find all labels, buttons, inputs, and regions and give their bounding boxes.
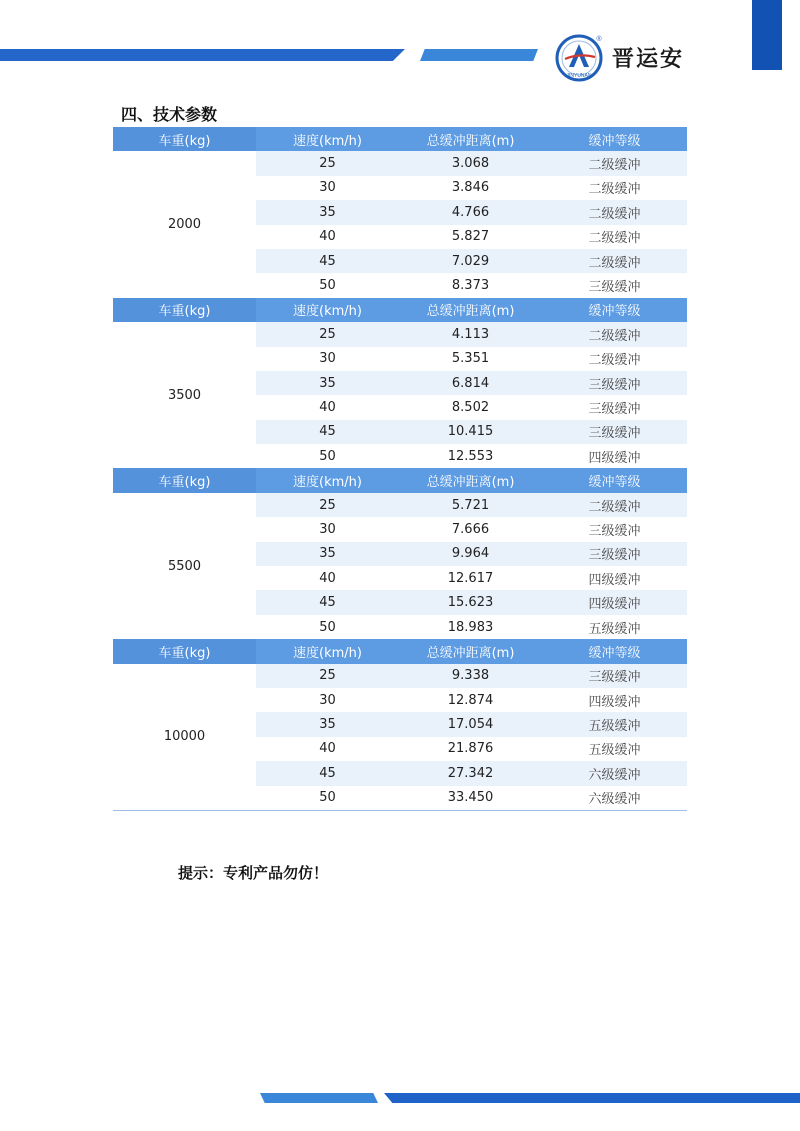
distance-cell: 3.068: [399, 151, 542, 175]
speed-cell: 25: [256, 322, 399, 346]
level-cell: 三级缓冲: [542, 273, 687, 297]
speed-cell: 35: [256, 371, 399, 395]
speed-cell: 25: [256, 664, 399, 688]
speed-cell: 40: [256, 225, 399, 249]
column-header: 速度(km/h): [256, 468, 399, 492]
table-header-row: [113, 468, 687, 492]
level-cell: 五级缓冲: [542, 737, 687, 761]
speed-cell: 45: [256, 249, 399, 273]
level-cell: 二级缓冲: [542, 493, 687, 517]
registered-mark: ®: [596, 36, 602, 43]
distance-cell: 4.113: [399, 322, 542, 346]
column-header: 缓冲等级: [542, 298, 687, 322]
distance-cell: 12.874: [399, 688, 542, 712]
distance-cell: 15.623: [399, 590, 542, 614]
level-cell: 三级缓冲: [542, 371, 687, 395]
speed-cell: 25: [256, 493, 399, 517]
level-cell: 二级缓冲: [542, 151, 687, 175]
column-header: 车重(kg): [113, 468, 256, 492]
distance-cell: 33.450: [399, 786, 542, 811]
distance-cell: 5.827: [399, 225, 542, 249]
weight-cell: 2000: [113, 151, 256, 297]
distance-cell: 7.029: [399, 249, 542, 273]
level-cell: 三级缓冲: [542, 517, 687, 541]
weight-cell: 5500: [113, 493, 256, 639]
level-cell: 三级缓冲: [542, 542, 687, 566]
distance-cell: 21.876: [399, 737, 542, 761]
speed-cell: 25: [256, 151, 399, 175]
header-stripe-accent: [420, 49, 538, 61]
speed-cell: 35: [256, 200, 399, 224]
table-row: [113, 151, 687, 175]
speed-cell: 40: [256, 566, 399, 590]
distance-cell: 9.964: [399, 542, 542, 566]
speed-cell: 45: [256, 761, 399, 785]
distance-cell: 5.351: [399, 347, 542, 371]
level-cell: 二级缓冲: [542, 176, 687, 200]
level-cell: 二级缓冲: [542, 200, 687, 224]
brand-logo: [555, 33, 605, 83]
level-cell: 二级缓冲: [542, 225, 687, 249]
column-header: 车重(kg): [113, 298, 256, 322]
distance-cell: 8.502: [399, 395, 542, 419]
section-title: 四、技术参数: [121, 105, 218, 124]
distance-cell: 10.415: [399, 420, 542, 444]
level-cell: 二级缓冲: [542, 249, 687, 273]
distance-cell: 3.846: [399, 176, 542, 200]
weight-cell: 3500: [113, 322, 256, 468]
distance-cell: 27.342: [399, 761, 542, 785]
spec-table: [113, 127, 687, 811]
column-header: 缓冲等级: [542, 468, 687, 492]
level-cell: 四级缓冲: [542, 688, 687, 712]
distance-cell: 17.054: [399, 712, 542, 736]
table-row: [113, 664, 687, 688]
speed-cell: 30: [256, 347, 399, 371]
table-header-row: [113, 127, 687, 151]
corner-tab: [752, 0, 782, 70]
distance-cell: 8.373: [399, 273, 542, 297]
level-cell: 五级缓冲: [542, 615, 687, 639]
speed-cell: 45: [256, 590, 399, 614]
column-header: 车重(kg): [113, 639, 256, 663]
speed-cell: 50: [256, 273, 399, 297]
level-cell: 五级缓冲: [542, 712, 687, 736]
level-cell: 二级缓冲: [542, 322, 687, 346]
distance-cell: 4.766: [399, 200, 542, 224]
column-header: 总缓冲距离(m): [399, 468, 542, 492]
level-cell: 六级缓冲: [542, 761, 687, 785]
column-header: 速度(km/h): [256, 127, 399, 151]
column-header: 速度(km/h): [256, 298, 399, 322]
level-cell: 六级缓冲: [542, 786, 687, 811]
speed-cell: 45: [256, 420, 399, 444]
level-cell: 三级缓冲: [542, 395, 687, 419]
distance-cell: 9.338: [399, 664, 542, 688]
distance-cell: 7.666: [399, 517, 542, 541]
distance-cell: 12.553: [399, 444, 542, 468]
level-cell: 四级缓冲: [542, 444, 687, 468]
speed-cell: 40: [256, 737, 399, 761]
brand-name: 晋运安: [612, 46, 685, 72]
speed-cell: 35: [256, 712, 399, 736]
table-row: [113, 322, 687, 346]
weight-cell: 10000: [113, 664, 256, 811]
speed-cell: 50: [256, 786, 399, 811]
footer-stripe: [384, 1093, 800, 1103]
speed-cell: 40: [256, 395, 399, 419]
logo-subtext: JINYUNAN: [566, 73, 592, 79]
column-header: 总缓冲距离(m): [399, 127, 542, 151]
column-header: 车重(kg): [113, 127, 256, 151]
level-cell: 二级缓冲: [542, 347, 687, 371]
speed-cell: 30: [256, 517, 399, 541]
level-cell: 四级缓冲: [542, 566, 687, 590]
distance-cell: 18.983: [399, 615, 542, 639]
column-header: 速度(km/h): [256, 639, 399, 663]
column-header: 总缓冲距离(m): [399, 298, 542, 322]
footer-stripe-accent: [260, 1093, 378, 1103]
header-stripe: [0, 49, 405, 61]
speed-cell: 30: [256, 176, 399, 200]
speed-cell: 50: [256, 615, 399, 639]
speed-cell: 35: [256, 542, 399, 566]
level-cell: 三级缓冲: [542, 664, 687, 688]
column-header: 缓冲等级: [542, 639, 687, 663]
table-header-row: [113, 639, 687, 663]
speed-cell: 30: [256, 688, 399, 712]
column-header: 缓冲等级: [542, 127, 687, 151]
distance-cell: 5.721: [399, 493, 542, 517]
distance-cell: 6.814: [399, 371, 542, 395]
distance-cell: 12.617: [399, 566, 542, 590]
column-header: 总缓冲距离(m): [399, 639, 542, 663]
speed-cell: 50: [256, 444, 399, 468]
patent-tip: 提示：专利产品勿仿！: [178, 864, 329, 882]
table-header-row: [113, 298, 687, 322]
table-row: [113, 493, 687, 517]
level-cell: 四级缓冲: [542, 590, 687, 614]
level-cell: 三级缓冲: [542, 420, 687, 444]
